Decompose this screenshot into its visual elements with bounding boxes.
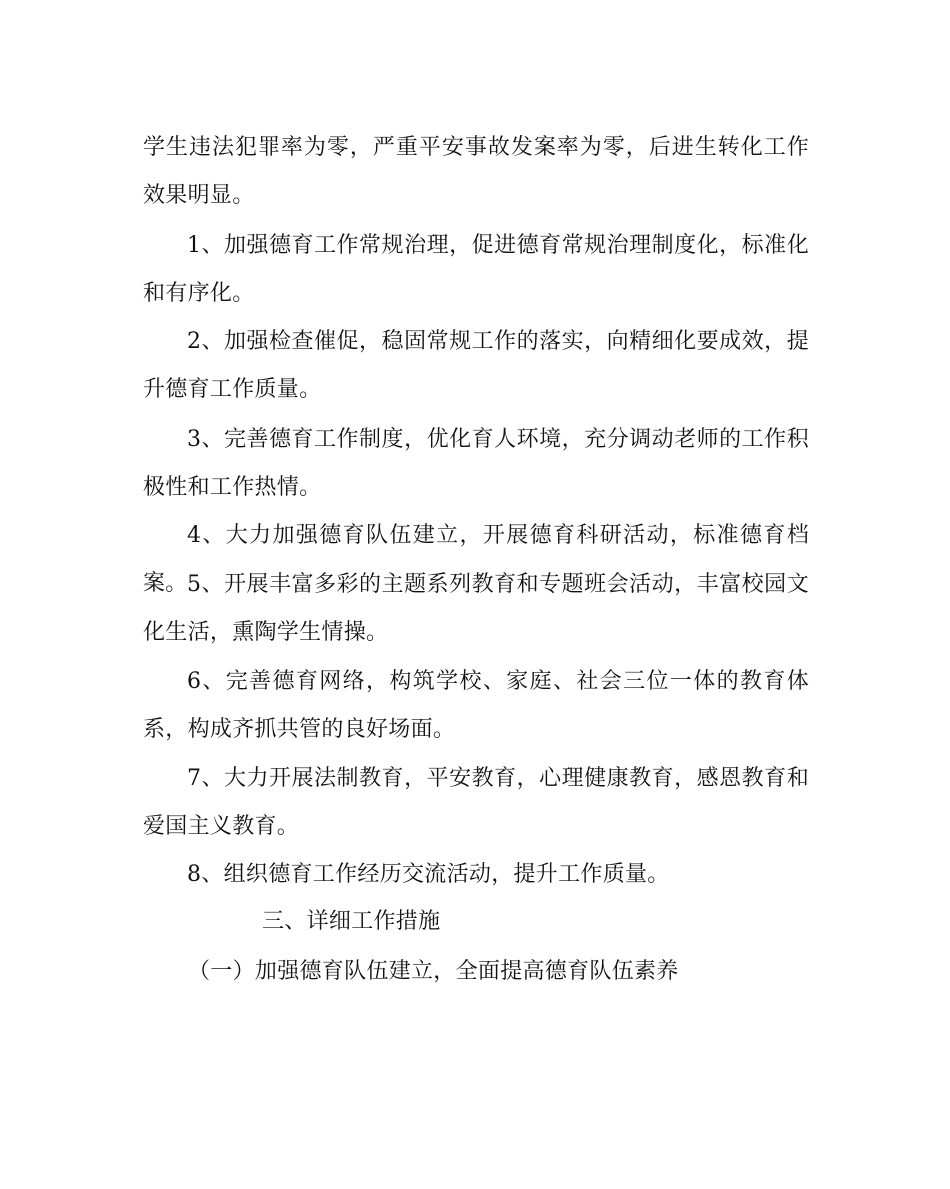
paragraph-item-6: 6、完善德育网络，构筑学校、家庭、社会三位一体的教育体系，构成齐抓共管的良好场面。 [143, 669, 809, 742]
paragraph-item-2: 2、加强检查催促，稳固常规工作的落实，向精细化要成效，提升德育工作质量。 [143, 329, 809, 402]
subsection-heading: （一）加强德育队伍建立，全面提高德育队伍素养 [188, 959, 679, 984]
paragraph-item-3: 3、完善德育工作制度，优化育人环境，充分调动老师的工作积极性和工作热情。 [143, 427, 809, 500]
section-heading: 三、详细工作措施 [262, 909, 441, 934]
paragraph-item-7: 7、大力开展法制教育，平安教育，心理健康教育，感恩教育和爱国主义教育。 [143, 766, 809, 839]
paragraph-item-1: 1、加强德育工作常规治理，促进德育常规治理制度化，标准化和有序化。 [143, 233, 809, 306]
paragraph-item-4: 4、大力加强德育队伍建立，开展德育科研活动，标准德育档案。 [143, 523, 809, 596]
paragraph-continuation: 学生违法犯罪率为零，严重平安事故发案率为零，后进生转化工作效果明显。 [143, 135, 809, 208]
paragraph-item-5: 5、开展丰富多彩的主题系列教育和专题班会活动，丰富校园文化生活，熏陶学生情操。 [143, 572, 809, 645]
paragraph-item-8: 8、组织德育工作经历交流活动，提升工作质量。 [187, 862, 670, 887]
